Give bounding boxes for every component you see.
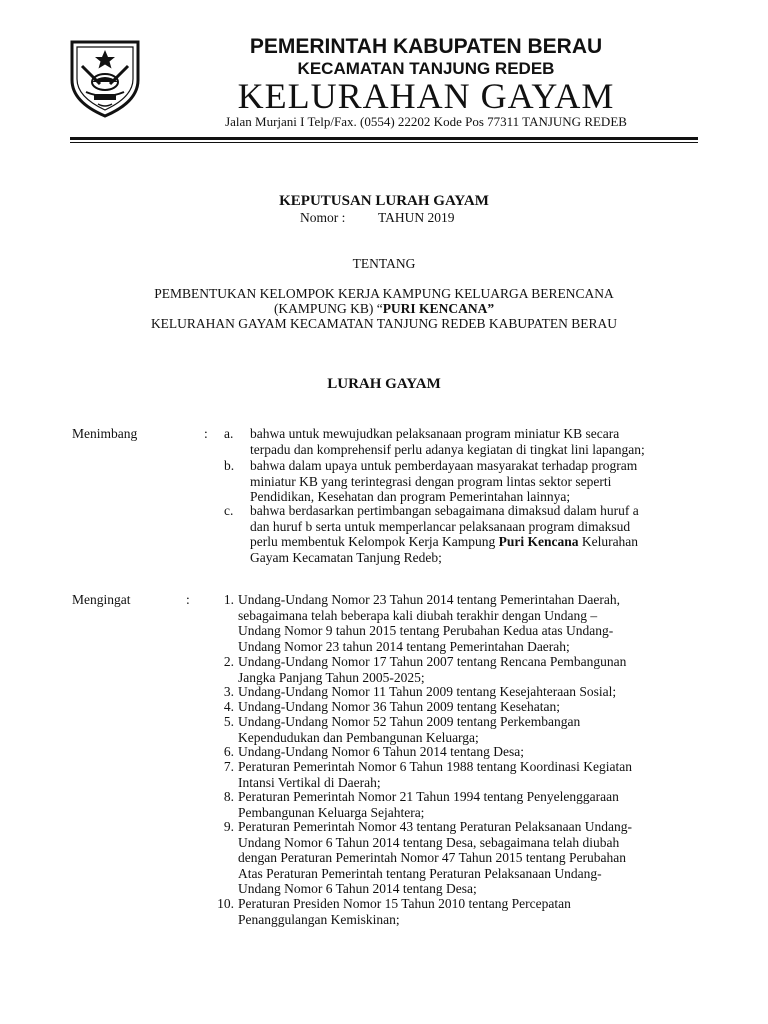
item-line: Atas Peraturan Pemerintah tentang Peraturan Pelaksanaan Undang-: [238, 865, 602, 881]
item-line: bahwa dalam upaya untuk pemberdayaan masyarakat terhadap program: [250, 458, 638, 473]
item-marker: 5.: [223, 714, 234, 729]
item-line: terpadu dan komprehensif perlu adanya kegiatan di tingkat lini lapangan;: [250, 441, 645, 457]
item-text: [238, 684, 676, 700]
item-line: Kependudukan dan Pembangunan Keluarga;: [238, 729, 479, 745]
item-text: [238, 744, 676, 760]
mengingat-colon: :: [186, 592, 190, 607]
item-marker: 2.: [223, 654, 234, 669]
item-line: Undang-Undang Nomor 52 Tahun 2009 tentang Perkembangan: [238, 714, 581, 729]
item-line: Intansi Vertikal di Daerah;: [238, 774, 381, 790]
letterhead-address: Jalan Murjani I Telp/Fax. (0554) 22202 Kode Pos 77311 TANJUNG REDEB: [225, 114, 627, 129]
kampung-name: Puri Kencana: [498, 534, 579, 549]
decree-subject-kampung-name: PURI KENCANA”: [382, 301, 495, 316]
item-line: sebagaimana telah beberapa kali diubah terakhir dengan Undang –: [238, 607, 598, 623]
item-line: Peraturan Pemerintah Nomor 43 tentang Peraturan Pelaksanaan Undang-: [238, 819, 632, 834]
item-marker: 4.: [223, 699, 234, 714]
item-text: [238, 789, 676, 820]
item-text: [238, 654, 676, 685]
item-line: Pembangunan Keluarga Sejahtera;: [238, 804, 425, 820]
item-line: bahwa untuk mewujudkan pelaksanaan program miniatur KB secara: [250, 426, 620, 441]
decree-number-value: TAHUN 2019: [378, 210, 455, 225]
decree-subject-line-2-text: (KAMPUNG KB) “: [273, 301, 383, 316]
item-line-text: Kelurahan: [578, 534, 639, 549]
decree-subject-line-3: KELURAHAN GAYAM KECAMATAN TANJUNG REDEB KABUPATEN BERAU: [150, 316, 618, 331]
item-line: Peraturan Pemerintah Nomor 6 Tahun 1988 tentang Koordinasi Kegiatan: [238, 759, 632, 774]
item-line: Undang Nomor 9 tahun 2015 tentang Perubahan Kedua atas Undang-: [238, 623, 614, 638]
item-line: miniatur KB yang terintegrasi dengan program lintas sektor seperti: [250, 473, 612, 489]
item-text: [238, 699, 676, 715]
item-marker: c.: [224, 503, 234, 518]
menimbang-label: Menimbang: [72, 426, 138, 441]
item-text: [250, 503, 690, 565]
item-line: Gayam Kecamatan Tanjung Redeb;: [250, 549, 442, 565]
item-text: [238, 759, 676, 790]
decree-about-heading: TENTANG: [352, 256, 416, 271]
decree-title: KEPUTUSAN LURAH GAYAM: [279, 193, 489, 209]
decree-number-label: Nomor :: [300, 210, 346, 225]
decree-number: [300, 210, 455, 226]
item-marker: 1.: [223, 592, 234, 607]
item-text: [250, 426, 690, 457]
item-marker: 6.: [223, 744, 234, 759]
item-marker: a.: [224, 426, 234, 441]
item-text: [238, 592, 676, 654]
item-text: [238, 819, 676, 897]
item-line: dan huruf b serta untuk memperlancar pelaksanaan program dimaksud: [250, 518, 631, 534]
item-text: [238, 896, 676, 927]
item-marker: 9.: [223, 819, 234, 834]
item-line: Undang Nomor 23 tahun 2014 tentang Pemerintahan Daerah;: [238, 638, 570, 654]
item-marker: 10.: [217, 896, 234, 911]
item-line: Undang-Undang Nomor 23 Tahun 2014 tentang Pemerintahan Daerah,: [238, 592, 620, 607]
item-text: [250, 458, 690, 505]
item-text: [238, 714, 676, 745]
item-line: Peraturan Pemerintah Nomor 21 Tahun 1994 tentang Penyelenggaraan: [238, 789, 619, 804]
item-marker: b.: [224, 458, 235, 473]
item-line: Undang Nomor 6 Tahun 2014 tentang Desa;: [238, 881, 477, 896]
letterhead-district: KECAMATAN TANJUNG REDEB: [297, 59, 555, 78]
item-marker: 3.: [223, 684, 234, 699]
menimbang-colon: :: [204, 426, 208, 441]
letterhead-divider-thin: [70, 142, 698, 143]
item-line: Pendidikan, Kesehatan dan program Pemerintahan lainnya;: [250, 489, 571, 504]
item-marker: 7.: [223, 759, 234, 774]
item-line: Undang-Undang Nomor 11 Tahun 2009 tentang Kesejahteraan Sosial;: [238, 684, 617, 699]
item-line: Undang-Undang Nomor 17 Tahun 2007 tentang Rencana Pembangunan: [238, 654, 627, 669]
mengingat-label: Mengingat: [72, 592, 131, 607]
berau-regency-emblem-icon: [68, 36, 142, 118]
decree-authority: LURAH GAYAM: [327, 376, 441, 392]
item-line: Undang Nomor 6 Tahun 2014 tentang Desa, sebagaimana telah diubah: [238, 834, 620, 850]
letterhead-divider-thick: [70, 137, 698, 140]
item-line: bahwa berdasarkan pertimbangan sebagaimana dimaksud dalam huruf a: [250, 503, 639, 518]
item-line: Undang-Undang Nomor 36 Tahun 2009 tentang Kesehatan;: [238, 699, 560, 714]
item-line-text: perlu membentuk Kelompok Kerja Kampung: [250, 534, 499, 549]
item-line: Undang-Undang Nomor 6 Tahun 2014 tentang Desa;: [238, 744, 524, 759]
letterhead-government: PEMERINTAH KABUPATEN BERAU: [249, 35, 603, 58]
item-line: Peraturan Presiden Nomor 15 Tahun 2010 tentang Percepatan: [238, 896, 571, 911]
decree-subject-line-2: [70, 301, 698, 317]
item-line: dengan Peraturan Pemerintah Nomor 47 Tahun 2015 tentang Perubahan: [238, 850, 626, 865]
decree-subject-line-1: PEMBENTUKAN KELOMPOK KERJA KAMPUNG KELUARGA BERENCANA: [154, 286, 614, 301]
item-line: Penanggulangan Kemiskinan;: [238, 911, 400, 927]
item-line: [250, 534, 690, 550]
item-marker: 8.: [223, 789, 234, 804]
letterhead-village: KELURAHAN GAYAM: [237, 76, 615, 116]
item-line: Jangka Panjang Tahun 2005-2025;: [238, 669, 425, 685]
